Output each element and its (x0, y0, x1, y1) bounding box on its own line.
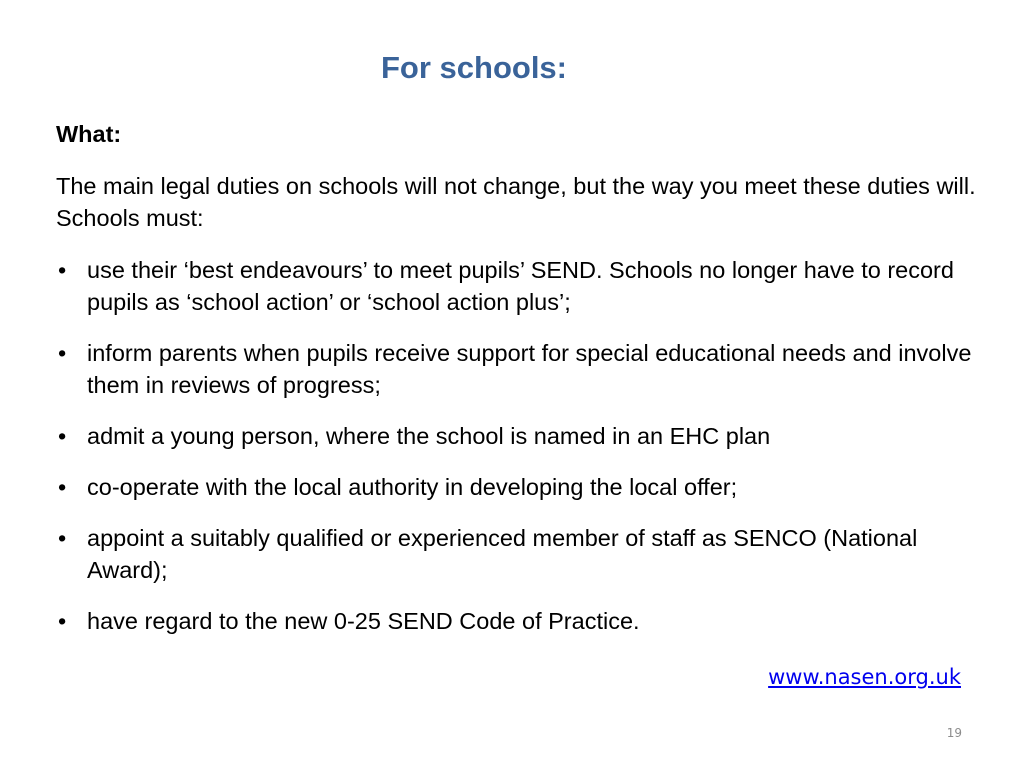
bullet-marker: • (58, 525, 67, 551)
bullet-text: use their ‘best endeavours’ to meet pupils’ SEND. Schools no longer have to record pupils as ‘school action’ or ‘school action plus’; (87, 257, 954, 315)
slide-title: For schools: (380, 50, 567, 85)
bullet-marker: • (58, 608, 67, 634)
bullet-marker: • (58, 257, 67, 283)
bullet-item (56, 254, 976, 318)
page-number: 19 (946, 726, 962, 740)
bullet-item (56, 471, 976, 503)
nasen-website-link[interactable]: www.nasen.org.uk (768, 665, 961, 689)
bullet-text: admit a young person, where the school is named in an EHC plan (87, 423, 771, 449)
intro-paragraph: The main legal duties on schools will not change, but the way you meet these duties will. Schools must: (56, 173, 976, 231)
bullet-text: inform parents when pupils receive support for special educational needs and involve them in reviews of progress; (87, 340, 972, 398)
bullet-marker: • (58, 340, 67, 366)
bullet-text: appoint a suitably qualified or experienced member of staff as SENCO (National Award); (87, 525, 918, 583)
section-heading: What: (56, 121, 122, 147)
bullet-text: co-operate with the local authority in developing the local offer; (87, 474, 738, 500)
bullet-item (56, 337, 976, 401)
bullet-text: have regard to the new 0-25 SEND Code of Practice. (87, 608, 640, 634)
bullet-marker: • (58, 423, 67, 449)
slide-content (56, 118, 976, 656)
bullet-item (56, 420, 976, 452)
duties-bullet-list (56, 254, 976, 637)
bullet-item (56, 605, 976, 637)
bullet-item (56, 522, 976, 586)
bullet-marker: • (58, 474, 67, 500)
